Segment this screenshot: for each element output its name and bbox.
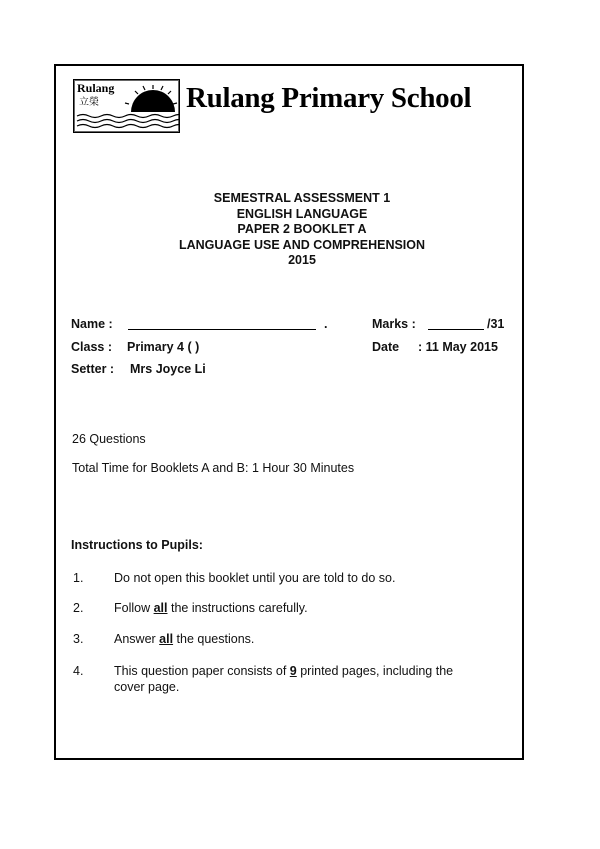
title-line: LANGUAGE USE AND COMPREHENSION (178, 237, 426, 252)
marks-total: /31 (487, 317, 505, 331)
name-field[interactable] (128, 329, 316, 330)
marks-label: Marks : (372, 317, 416, 331)
instruction-text: This question paper consists of 9 printed pages, including the (114, 664, 454, 678)
date-label: Date (372, 340, 400, 354)
title-line: ENGLISH LANGUAGE (236, 206, 368, 221)
instruction-number: 2. (73, 601, 84, 615)
instruction-number: 4. (73, 664, 84, 678)
marks-field[interactable] (428, 329, 484, 330)
question-count: 26 Questions (72, 432, 146, 446)
title-line: 2015 (288, 253, 316, 267)
total-time: Total Time for Booklets A and B: 1 Hour 30 Minutes (72, 461, 355, 475)
logo-text: Rulang (77, 81, 115, 95)
page-border (54, 64, 524, 760)
name-label: Name : (71, 317, 113, 331)
title-line: PAPER 2 BOOKLET A (237, 222, 367, 236)
title-line: SEMESTRAL ASSESSMENT 1 (213, 191, 391, 205)
school-name: Rulang Primary School (186, 82, 472, 114)
instruction-text-continued: cover page. (114, 680, 180, 694)
setter-label: Setter : (71, 362, 115, 376)
instructions-heading: Instructions to Pupils: (71, 538, 203, 552)
class-value: Primary 4 ( ) (127, 340, 200, 354)
school-logo (73, 79, 180, 133)
instruction-text: Follow all the instructions carefully. (114, 601, 308, 615)
svg-text:立榮: 立榮 (79, 97, 99, 108)
setter-value: Mrs Joyce Li (130, 362, 206, 376)
class-label: Class : (71, 340, 112, 354)
date-value: : 11 May 2015 (418, 340, 498, 354)
instruction-number: 3. (73, 632, 84, 646)
instruction-text: Answer all the questions. (114, 632, 255, 646)
instruction-text: Do not open this booklet until you are told to do so. (114, 571, 396, 585)
instruction-number: 1. (73, 571, 84, 585)
assessment-title (54, 191, 550, 269)
